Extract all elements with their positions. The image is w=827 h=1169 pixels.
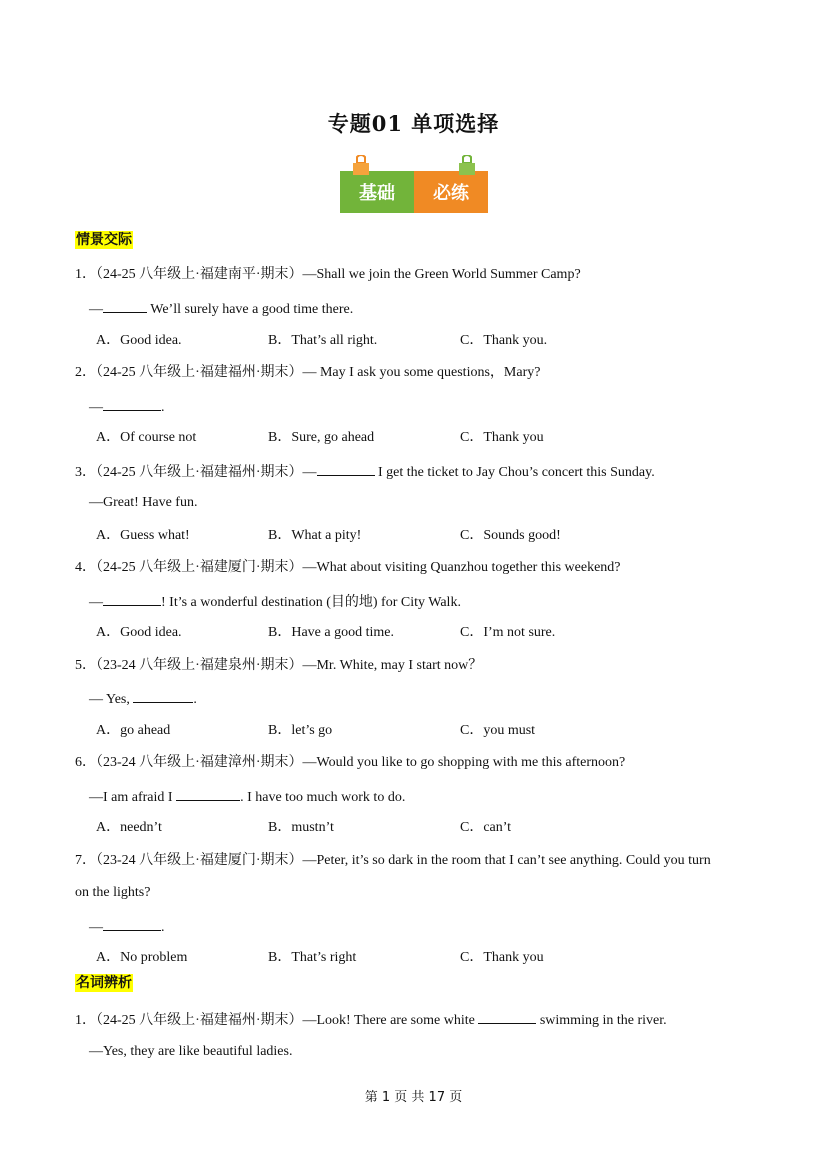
option-b: B．Have a good time. — [268, 625, 394, 640]
question-stem: 1．（24-25 八年级上·福建南平·期末）—Shall we join the Green World Summer Camp? — [75, 267, 581, 282]
option-a: A．No problem — [96, 950, 188, 965]
section-label: 情景交际 — [76, 232, 132, 248]
question-stem: 3．（24-25 八年级上·福建福州·期末）— I get the ticket to Jay Chou’s concert this Sunday. — [75, 462, 655, 482]
binder-clip-icon — [458, 155, 476, 177]
question-reply: — . — [89, 917, 165, 937]
question-stem: 5．（23-24 八年级上·福建泉州·期末）—Mr. White, may I start now？ — [75, 658, 483, 673]
option-b: B．Sure, go ahead — [268, 430, 375, 445]
section-label: 名词辨析 — [76, 975, 132, 991]
page-title: 专题01 单项选择 — [327, 111, 500, 136]
option-a: A．Good idea. — [96, 333, 182, 348]
question-reply: —I am afraid I . I have too much work to do. — [89, 787, 405, 807]
option-c: C．you must — [460, 723, 536, 738]
question-stem: 1．（24-25 八年级上·福建福州·期末）—Look! There are some white swimming in the river. — [75, 1010, 667, 1030]
option-c: C．Sounds good! — [460, 528, 561, 543]
question-stem-continued: on the lights? — [75, 885, 151, 900]
question-reply: — . — [89, 397, 165, 417]
banner-badge — [340, 155, 488, 215]
banner-right-label: 必练 — [414, 171, 488, 213]
option-a: A．go ahead — [96, 723, 171, 738]
question-reply: —Great! Have fun. — [89, 495, 198, 510]
option-b: B．What a pity! — [268, 528, 362, 543]
question-stem: 4．（24-25 八年级上·福建厦门·期末）—What about visiting Quanzhou together this weekend? — [75, 560, 621, 575]
question-reply: — ! It’s a wonderful destination (目的地) for City Walk. — [89, 592, 461, 612]
option-b: B．let’s go — [268, 723, 333, 738]
option-c: C．Thank you — [460, 950, 544, 965]
banner-left-label: 基础 — [340, 171, 414, 213]
option-b: B．mustn’t — [268, 820, 334, 835]
question-stem: 2．（24-25 八年级上·福建福州·期末）— May I ask you some questions，Mary? — [75, 365, 541, 380]
binder-clip-icon — [352, 155, 370, 177]
option-a: A．needn’t — [96, 820, 162, 835]
option-b: B．That’s right — [268, 950, 357, 965]
option-a: A．Guess what! — [96, 528, 190, 543]
page-footer: 第 1 页 共 17 页 — [364, 1090, 463, 1105]
question-reply: — We’ll surely have a good time there. — [89, 299, 353, 319]
question-stem: 7．（23-24 八年级上·福建厦门·期末）—Peter, it’s so dark in the room that I can’t see anything. Could you turn — [75, 853, 711, 868]
option-b: B．That’s all right. — [268, 333, 378, 348]
question-stem: 6．（23-24 八年级上·福建漳州·期末）—Would you like to go shopping with me this afternoon? — [75, 755, 626, 770]
option-c: C．Thank you — [460, 430, 544, 445]
question-reply: —Yes, they are like beautiful ladies. — [89, 1044, 293, 1059]
question-reply: — Yes, . — [89, 689, 197, 709]
option-c: C．can’t — [460, 820, 512, 835]
option-a: A．Good idea. — [96, 625, 182, 640]
option-c: C．Thank you. — [460, 333, 548, 348]
option-a: A．Of course not — [96, 430, 197, 445]
option-c: C．I’m not sure. — [460, 625, 556, 640]
